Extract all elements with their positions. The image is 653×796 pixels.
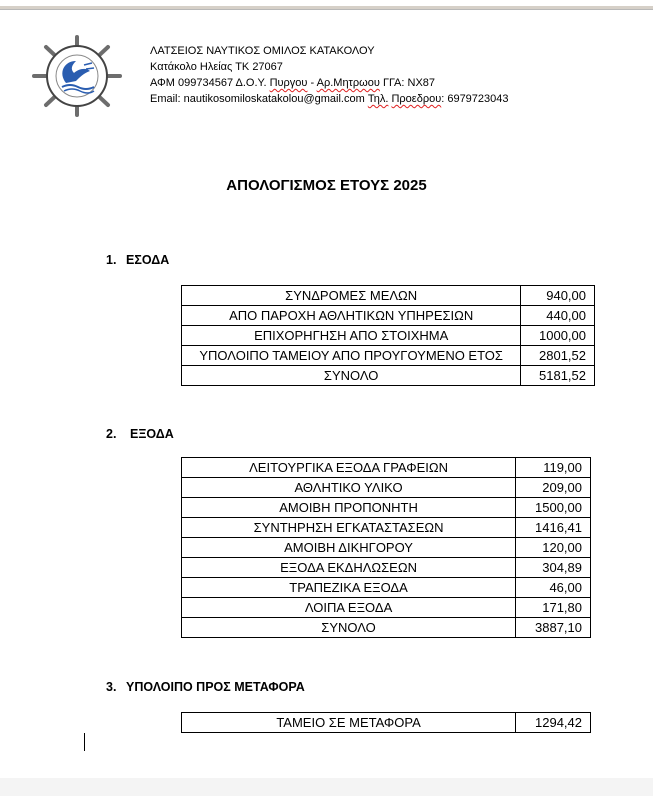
- carryover-table: [181, 712, 591, 733]
- table-row: ΛΟΙΠΑ ΕΞΟΔΑ 171,80: [182, 598, 591, 618]
- spellcheck-word: Τηλ.: [367, 93, 389, 105]
- table-row: ΛΕΙΤΟΥΡΓΙΚΑ ΕΞΟΔΑ ΓΡΑΦΕΙΩΝ 119,00: [182, 458, 591, 478]
- window-top-edge: [0, 0, 653, 10]
- table-row: ΑΘΛΗΤΙΚΟ ΥΛΙΚΟ 209,00: [182, 478, 591, 498]
- table-row: ΣΥΝΔΡΟΜΕΣ ΜΕΛΩΝ 940,00: [182, 286, 595, 306]
- club-logo-icon: [28, 35, 126, 117]
- table-row: ΑΜΟΙΒΗ ΔΙΚΗΓΟΡΟΥ 120,00: [182, 538, 591, 558]
- org-name: ΛΑΤΣΕΙΟΣ ΝΑΥΤΙΚΟΣ ΟΜΙΛΟΣ ΚΑΤΑΚΟΛΟΥ: [150, 45, 375, 57]
- page-bottom-margin: [0, 778, 653, 796]
- org-contact: Email: nautikosomiloskatakolou@gmail.com Τηλ. Προεδρου: 6979723043: [150, 93, 509, 105]
- document-title: ΑΠΟΛΟΓΙΣΜΟΣ ΕΤΟΥΣ 2025: [226, 177, 427, 194]
- expenses-table: [181, 457, 591, 638]
- section-heading-carryover: 3. ΥΠΟΛΟΙΠΟ ΠΡΟΣ ΜΕΤΑΦΟΡΑ: [106, 680, 305, 694]
- income-table: [181, 285, 595, 386]
- org-tax-info: ΑΦΜ 099734567 Δ.Ο.Υ. Πυργου - Αρ.Μητρωου ΓΓΑ: ΝΧ87: [150, 77, 436, 89]
- table-row: ΥΠΟΛΟΙΠΟ ΤΑΜΕΙΟΥ ΑΠΟ ΠΡΟΥΓΟΥΜΕΝΟ ΕΤΟΣ 2801,52: [182, 346, 595, 366]
- spellcheck-word: Αρ.Μητρωου: [316, 77, 380, 89]
- document-page[interactable]: [0, 10, 653, 778]
- table-row: ΤΡΑΠΕΖΙΚΑ ΕΞΟΔΑ 46,00: [182, 578, 591, 598]
- table-row-total: ΣΥΝΟΛΟ 5181,52: [182, 366, 595, 386]
- organization-header: [150, 43, 509, 107]
- table-row-total: ΣΥΝΟΛΟ 3887,10: [182, 618, 591, 638]
- table-row: ΕΠΙΧΟΡΗΓΗΣΗ ΑΠΟ ΣΤΟΙΧΗΜΑ 1000,00: [182, 326, 595, 346]
- table-row: ΣΥΝΤΗΡΗΣΗ ΕΓΚΑΤΑΣΤΑΣΕΩΝ 1416,41: [182, 518, 591, 538]
- text-cursor: [84, 733, 85, 751]
- spellcheck-word: Προεδρου: [391, 93, 442, 105]
- table-row: ΤΑΜΕΙΟ ΣΕ ΜΕΤΑΦΟΡΑ 1294,42: [182, 713, 591, 733]
- section-heading-income: 1. ΕΣΟΔΑ: [106, 253, 170, 267]
- table-row: ΑΠΟ ΠΑΡΟΧΗ ΑΘΛΗΤΙΚΩΝ ΥΠΗΡΕΣΙΩΝ 440,00: [182, 306, 595, 326]
- table-row: ΑΜΟΙΒΗ ΠΡΟΠΟΝΗΤΗ 1500,00: [182, 498, 591, 518]
- section-heading-expenses: 2. ΕΞΟΔΑ: [106, 427, 174, 441]
- table-row: ΕΞΟΔΑ ΕΚΔΗΛΩΣΕΩΝ 304,89: [182, 558, 591, 578]
- spellcheck-word: Πυργου: [269, 77, 308, 89]
- org-address: Κατάκολο Ηλείας ΤΚ 27067: [150, 61, 283, 73]
